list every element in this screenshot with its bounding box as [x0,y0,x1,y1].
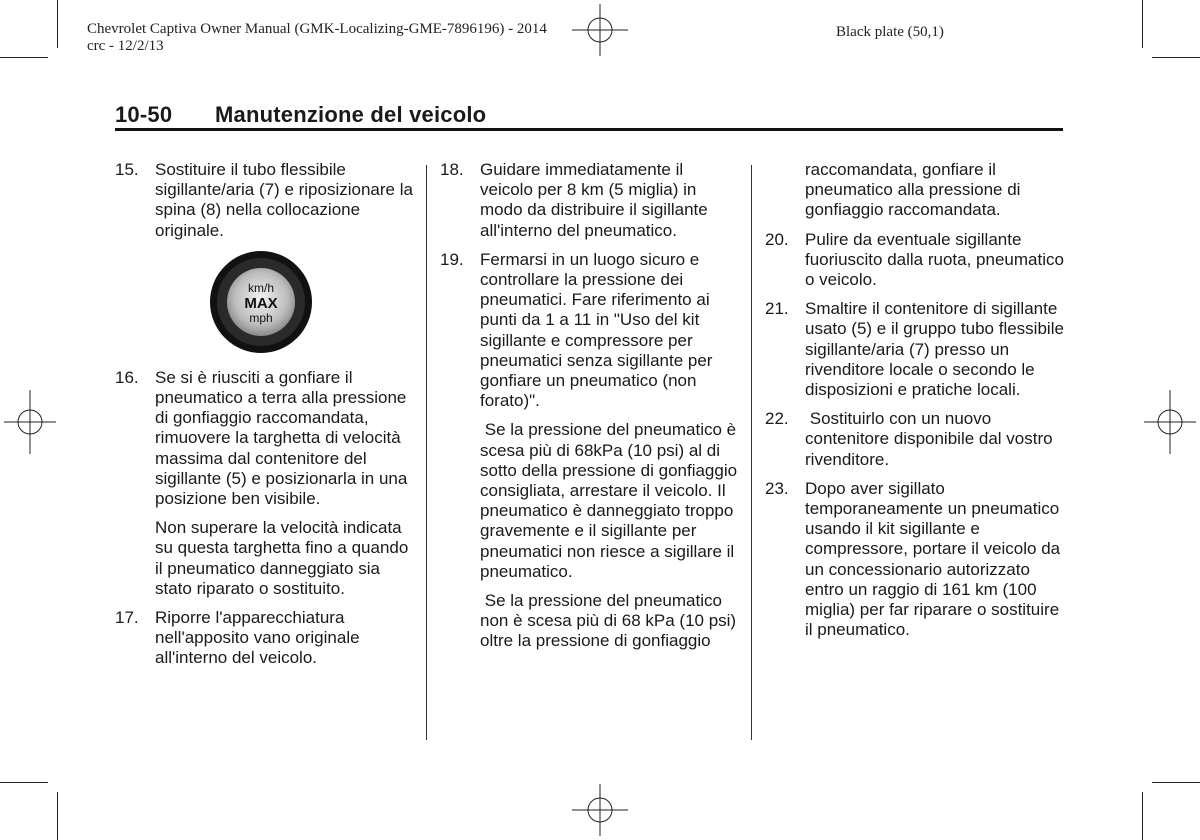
step-19-continuation: raccomandata, gonfiare il pneumatico alla pressione di gonfiaggio raccomandata. [805,160,1021,220]
registration-mark-bottom-icon [568,784,632,836]
step-16-note: Non superare la velocità indicata su questa targhetta fino a quando il pneumatico danneggiato sia stato riparato o sostituito. [155,518,409,598]
registration-mark-left-icon [4,390,56,454]
step-text: Guidare immediatamente il veicolo per 8 km (5 miglia) in modo da distribuire il sigillante all'interno del pneumatico. [480,160,708,240]
step-20 [765,230,1065,291]
step-text: Fermarsi in un luogo sicuro e controllare la pressione dei pneumatici. Fare riferimento ai punti da 1 a 11 in "Uso del kit sigillante e compressore per pneumatici senza sigillante per gonfiare un pneumatico (non forato)". [480,249,713,411]
step-number: 23. [765,478,789,498]
step-17 [115,608,415,669]
speed-label-icon [209,250,313,354]
gauge-middle-label: MAX [244,294,278,312]
column-3 [765,160,1065,649]
step-text: Sostituirlo con un nuovo contenitore disponibile dal vostro rivenditore. [805,409,1058,469]
print-info-line1: Chevrolet Captiva Owner Manual (GMK-Localizing-GME-7896196) - 2014 [87,21,547,37]
column-1 [115,160,415,678]
registration-mark-right-icon [1144,390,1196,454]
step-text: Se si è riusciti a gonfiare il pneumatico a terra alla pressione di gonfiaggio raccomandata, rimuovere la targhetta di velocità massima dal contenitore del sigillante (5) e posizionarla in una posizione ben visibile. [155,367,408,509]
page-title: Manutenzione del veicolo [215,102,487,127]
step-19 [440,250,740,412]
step-number: 16. [115,367,139,387]
column-divider [751,165,752,740]
step-22 [765,409,1065,470]
step-15 [115,160,415,241]
plate-label: Black plate (50,1) [836,24,944,40]
step-number: 15. [115,160,139,179]
step-number: 19. [440,249,464,269]
step-23 [765,479,1065,641]
gauge-bottom-label: mph [249,310,273,325]
step-text: Pulire da eventuale sigillante fuoriuscito dalla ruota, pneumatico o veicolo. [805,229,1064,290]
step-number: 22. [765,409,789,429]
print-info-line2: crc - 12/2/13 [87,38,164,54]
step-number: 18. [440,160,464,179]
step-text: Sostituire il tubo flessibile sigillante/aria (7) e riposizionare la spina (8) nella collocazione originale. [155,160,413,240]
step-text: Smaltire il contenitore di sigillante usato (5) e il gruppo tubo flessibile sigillante/aria (7) presso un rivenditore locale o secondo le disposizioni e pratiche locali. [805,299,1064,400]
step-18 [440,160,740,241]
step-16 [115,368,415,509]
column-divider [426,165,427,740]
registration-mark-top-icon [568,4,632,56]
step-19-note-2: Se la pressione del pneumatico non è scesa più di 68 kPa (10 psi) oltre la pressione di gonfiaggio [480,591,741,651]
step-number: 21. [765,299,789,319]
page-number: 10-50 [115,102,173,127]
step-text: Dopo aver sigillato temporaneamente un pneumatico usando il kit sigillante e compressore, portare il veicolo da un concessionario autorizzato entro un raggio di 161 km (100 miglia) per far riparare o sostituire il pneumatico. [805,478,1061,640]
step-text: Riporre l'apparecchiatura nell'apposito vano originale all'interno del veicolo. [155,608,360,668]
column-2 [440,160,740,661]
step-number: 17. [115,608,139,628]
print-info [87,21,547,55]
header-rule [115,128,1063,131]
gauge-top-label: km/h [247,280,275,295]
step-number: 20. [765,229,789,249]
step-21 [765,299,1065,400]
step-19-note-1: Se la pressione del pneumatico è scesa più di 68kPa (10 psi) al di sotto della pressione di gonfiaggio consigliata, arrestare il veicolo. Il pneumatico è danneggiato troppo gravemente e il sigillante per pneumatici non riesce a sigillare il pneumatico. [480,420,742,581]
max-speed-label-image [209,250,313,354]
